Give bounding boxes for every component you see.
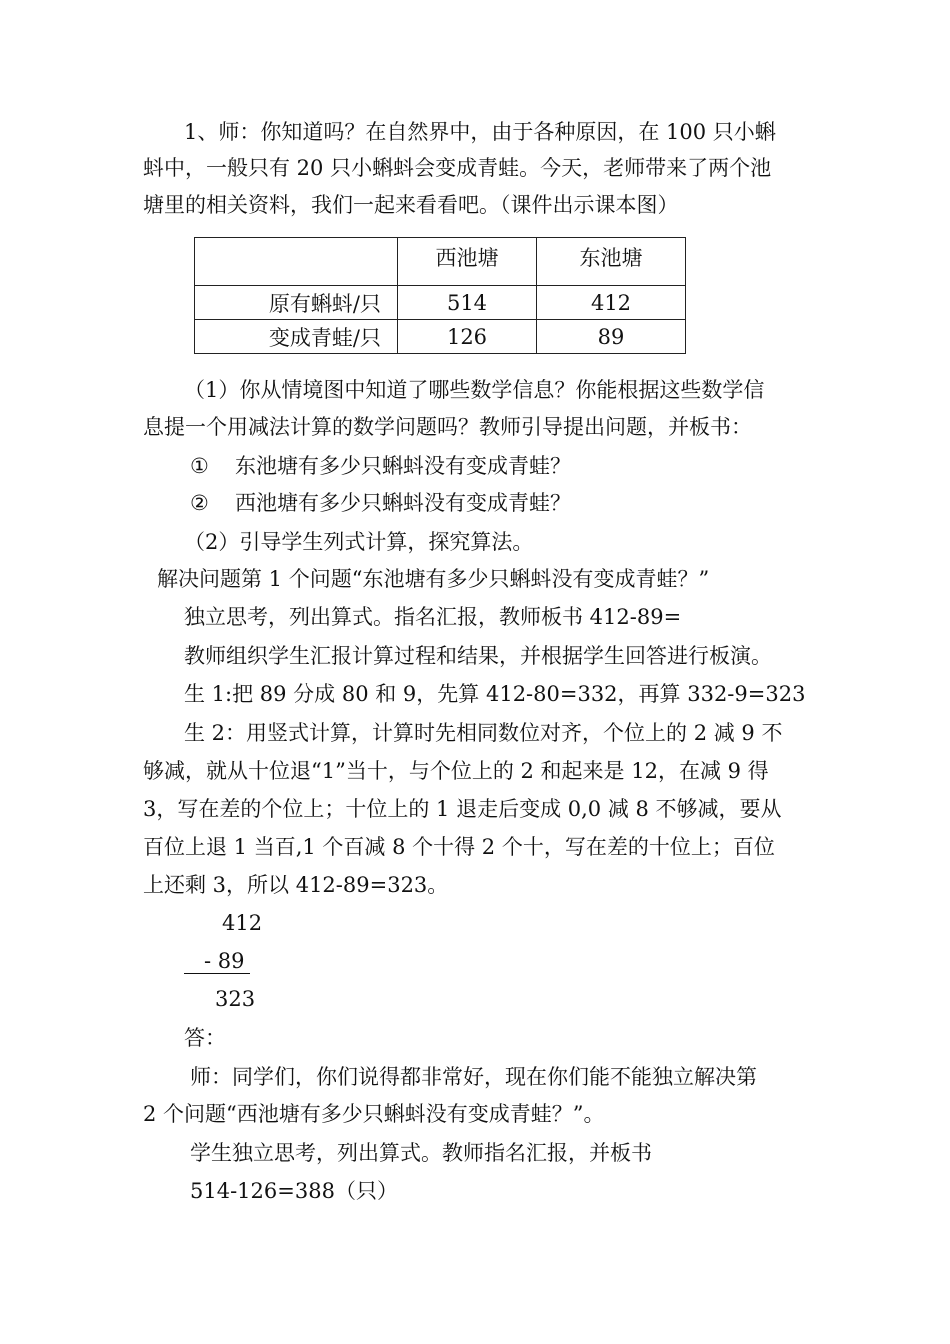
student-2-line-5: 上还剩 3，所以 412-89=323。: [143, 873, 449, 897]
teacher-organize-report: 教师组织学生汇报计算过程和结果，并根据学生回答进行板演。: [184, 644, 772, 668]
item-1-marker: ①: [190, 454, 209, 478]
item-2-text: 西池塘有多少只蝌蚪没有变成青蛙？: [235, 491, 571, 515]
item-1-text: 东池塘有多少只蝌蚪没有变成青蛙？: [235, 454, 571, 478]
pond-data-table: [194, 237, 686, 354]
teacher-line-1: 师：同学们，你们说得都非常好，现在你们能不能独立解决第: [190, 1065, 757, 1089]
question-1-line-1: （1）你从情境图中知道了哪些数学信息？你能根据这些数学信: [184, 378, 765, 402]
table-cell-east: 412: [537, 286, 686, 320]
table-header-west: 西池塘: [398, 238, 537, 286]
independent-think-1: 独立思考，列出算式。指名汇报，教师板书 412-89=: [184, 605, 682, 629]
teacher-line-2: 2 个问题“西池塘有多少只蝌蚪没有变成青蛙？”。: [143, 1102, 605, 1126]
table-header-row: [195, 238, 686, 286]
student-2-line-1: 生 2：用竖式计算，计算时先相同数位对齐，个位上的 2 减 9 不: [184, 721, 783, 745]
vertical-calc-minuend: 412: [222, 911, 263, 935]
student-2-line-2: 够减，就从十位退“1”当十，与个位上的 2 和起来是 12，在减 9 得: [143, 759, 769, 783]
table-cell-west: 514: [398, 286, 537, 320]
table-cell-west: 126: [398, 320, 537, 354]
answer-label: 答：: [184, 1026, 226, 1050]
table-header-east: 东池塘: [537, 238, 686, 286]
students-think-line: 学生独立思考，列出算式。教师指名汇报，并板书: [190, 1141, 652, 1165]
vertical-calc-rule: [184, 973, 250, 974]
student-2-line-3: 3，写在差的个位上；十位上的 1 退走后变成 0,0 减 8 不够减，要从: [143, 797, 782, 821]
student-2-line-4: 百位上退 1 当百,1 个百减 8 个十得 2 个十，写在差的十位上；百位: [143, 835, 775, 859]
table-row-label: 变成青蛙/只: [195, 320, 398, 354]
table-header-empty: [195, 238, 398, 286]
solve-problem-1: 解决问题第 1 个问题“东池塘有多少只蝌蚪没有变成青蛙？”: [157, 567, 710, 591]
table-cell-east: 89: [537, 320, 686, 354]
intro-line-1: 1、师：你知道吗？在自然界中，由于各种原因，在 100 只小蝌: [184, 120, 776, 144]
intro-line-3: 塘里的相关资料，我们一起来看看吧。（课件出示课本图）: [143, 193, 679, 217]
vertical-calc-result: 323: [215, 987, 256, 1011]
question-1-line-2: 息提一个用减法计算的数学问题吗？教师引导提出问题，并板书：: [143, 415, 752, 439]
table-row-label: 原有蝌蚪/只: [195, 286, 398, 320]
intro-line-2: 蚪中，一般只有 20 只小蝌蚪会变成青蛙。今天，老师带来了两个池: [143, 156, 772, 180]
table-row: [195, 320, 686, 354]
student-1-answer: 生 1:把 89 分成 80 和 9，先算 412-80=332，再算 332-9=323: [184, 682, 806, 706]
table-row: [195, 286, 686, 320]
vertical-calc-subtrahend: - 89: [204, 949, 245, 973]
item-2-marker: ②: [190, 491, 209, 515]
question-2-line: （2）引导学生列式计算，探究算法。: [184, 530, 534, 554]
equation-2: 514-126=388（只）: [190, 1179, 398, 1203]
